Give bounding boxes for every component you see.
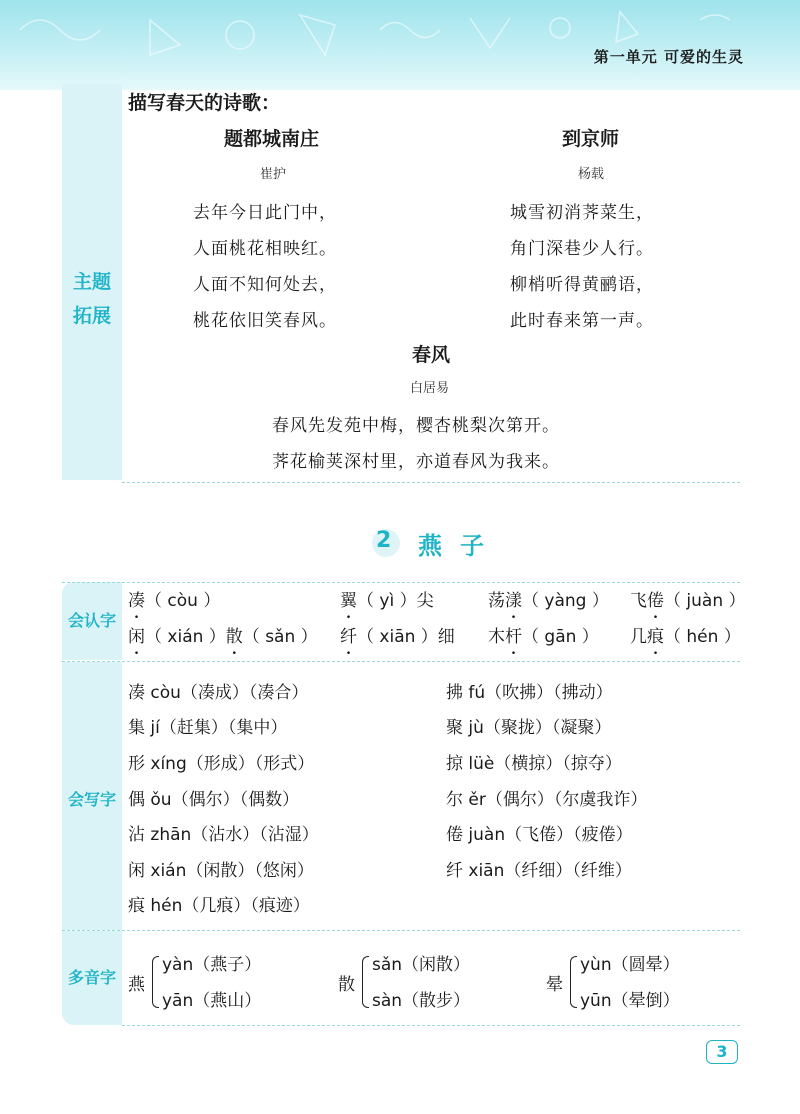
polyphone-reading: sǎn（闲散）	[372, 955, 471, 975]
write-entry: 集 jí（赶集）（集中）	[128, 718, 288, 738]
page-number: 3	[706, 1040, 738, 1064]
poem-line: 柳梢听得黄鹂语，	[510, 275, 654, 295]
polyphone-label: 多音字	[67, 968, 116, 987]
recognize-entry: 纤（ xiān ）细	[340, 627, 455, 647]
recognize-entry: 几痕（ hén ）	[630, 627, 741, 647]
section-divider	[122, 1025, 740, 1026]
write-entry: 聚 jù（聚拢）（凝聚）	[446, 718, 612, 738]
theme-label-2: 拓展	[72, 305, 111, 327]
theme-label-1: 主题	[72, 271, 111, 293]
write-entry: 沾 zhān（沾水）（沾湿）	[128, 825, 319, 845]
section-divider	[62, 661, 740, 662]
write-entry: 凑 còu（凑成）（凑合）	[128, 683, 309, 703]
poem-author: 白居易	[410, 381, 450, 396]
polyphone-reading: sàn（散步）	[372, 991, 471, 1011]
brace-icon	[362, 956, 369, 1008]
section-divider	[62, 582, 740, 583]
poem-line: 城雪初消荠菜生，	[510, 203, 654, 223]
write-entry: 倦 juàn（飞倦）（疲倦）	[446, 825, 633, 845]
recognize-label: 会认字	[67, 611, 116, 630]
polyphone-char: 晕	[546, 975, 563, 995]
write-entry: 掠 lüè（横掠）（掠夺）	[446, 754, 622, 774]
recognize-entry: 闲（ xián ）散（ sǎn ）	[128, 627, 318, 647]
poem-line: 人面不知何处去，	[193, 275, 337, 295]
write-entry: 拂 fú（吹拂）（拂动）	[446, 683, 613, 703]
brace-icon	[570, 956, 577, 1008]
poem-line: 桃花依旧笑春风。	[193, 311, 337, 331]
polyphone-reading: yān（燕山）	[162, 991, 262, 1011]
poem-author: 杨载	[578, 167, 605, 182]
poem-line: 此时春来第一声。	[510, 311, 654, 331]
recognize-entry: 翼（ yì ）尖	[340, 591, 434, 611]
poem-line: 春风先发苑中梅，樱杏桃梨次第开。	[272, 416, 560, 436]
write-entry: 偶 ǒu（偶尔）（偶数）	[128, 790, 300, 810]
write-entry: 纤 xiān（纤细）（纤维）	[446, 861, 632, 881]
poem-line: 人面桃花相映红。	[193, 239, 337, 259]
unit-title: 第一单元 可爱的生灵	[593, 48, 744, 66]
recognize-entry: 凑（ còu ）	[128, 591, 221, 611]
recognize-entry: 飞倦（ juàn ）	[630, 591, 746, 611]
polyphone-reading: yùn（圆晕）	[580, 955, 680, 975]
lesson-number: 2	[376, 528, 392, 553]
poem-line: 荠花榆荚深村里，亦道春风为我来。	[272, 452, 560, 472]
brace-icon	[152, 956, 159, 1008]
poem-line: 角门深巷少人行。	[510, 239, 654, 259]
write-entry: 闲 xián（闲散）（悠闲）	[128, 861, 314, 881]
polyphone-reading: yàn（燕子）	[162, 955, 262, 975]
recognize-entry: 荡漾（ yàng ）	[488, 591, 609, 611]
lesson-title: 燕子	[418, 532, 502, 560]
poem-title: 题都城南庄	[224, 128, 320, 150]
write-entry: 尔 ěr（偶尔）（尔虞我诈）	[446, 790, 648, 810]
poem-line: 去年今日此门中，	[193, 203, 337, 223]
write-entry: 痕 hén（几痕）（痕迹）	[128, 896, 310, 916]
poem-author: 崔护	[260, 167, 287, 182]
polyphone-reading: yūn（晕倒）	[580, 991, 680, 1011]
poem-title: 到京师	[562, 128, 620, 150]
write-entry: 形 xíng（形成）（形式）	[128, 754, 315, 774]
polyphone-char: 燕	[128, 975, 145, 995]
section-divider	[62, 930, 740, 931]
poem-title: 春风	[412, 344, 451, 366]
write-label: 会写字	[67, 790, 116, 809]
section-divider	[122, 482, 740, 483]
polyphone-char: 散	[338, 975, 355, 995]
header-decoration-icon	[0, 0, 800, 90]
recognize-entry: 木杆（ gān ）	[488, 627, 599, 647]
poem-heading: 描写春天的诗歌：	[128, 92, 281, 114]
